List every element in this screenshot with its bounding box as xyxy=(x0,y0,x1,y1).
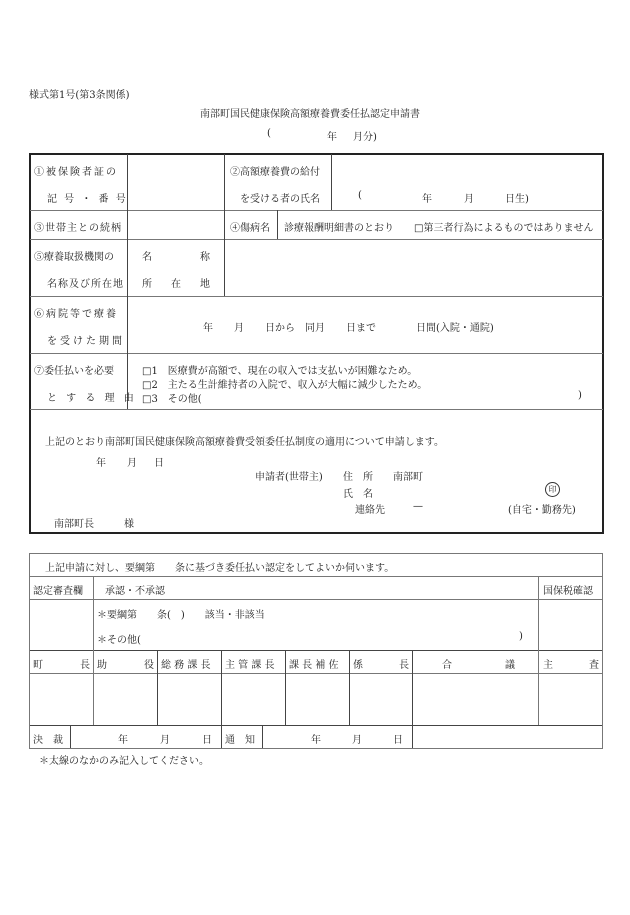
addressee: 南部町長 xyxy=(54,519,94,530)
role-general-affairs: 総 務 課 長 xyxy=(161,660,211,671)
facility-addr-label-b: 在 xyxy=(171,279,181,290)
address-label: 住 所 xyxy=(343,472,373,483)
page-title: 南部町国民健康保険高額療養費委任払認定申請書 xyxy=(200,109,420,120)
period-label: ⑥病院等で療養 xyxy=(34,309,118,320)
period-open: ( xyxy=(267,128,271,139)
role-mayor-b: 長 xyxy=(80,660,90,671)
decision-year: 年 xyxy=(118,735,128,746)
facility-addr-label-a: 所 xyxy=(142,279,152,290)
third-party-checkbox[interactable]: □第三者行為によるものではありません xyxy=(414,223,594,234)
reason-3-close: ) xyxy=(578,390,582,401)
role-dept-head: 主 管 課 長 xyxy=(225,660,275,671)
role-chief-b: 長 xyxy=(399,660,409,671)
declaration-year: 年 xyxy=(96,458,106,469)
applicant-label: 申請者(世帯主) xyxy=(255,472,323,483)
treatment-day-from: 日から xyxy=(265,323,295,334)
facility-address-field[interactable] xyxy=(225,268,601,295)
role-assistant: 課 長 補 佐 xyxy=(289,660,339,671)
role-council-a: 合 xyxy=(442,660,452,671)
approve-text[interactable]: 承認・不承認 xyxy=(105,586,165,597)
approval-intro: 上記申請に対し、要綱第 条に基づき委任払い認定をしてよいか伺います。 xyxy=(45,563,395,574)
reason-option-3[interactable]: □3 その他( xyxy=(142,394,202,405)
declaration-month: 月 xyxy=(127,458,137,469)
honorific: 様 xyxy=(124,519,134,530)
notice-label: 通 知 xyxy=(225,735,255,746)
insurance-card-label-2: 記 号 ・ 番 号 xyxy=(47,194,128,205)
footer-note: ＊太線のなかのみ記入してください。 xyxy=(39,756,209,767)
clause-text: ＊要綱第 条( ) 該当・非該当 xyxy=(97,610,265,621)
role-mayor-a: 町 xyxy=(33,660,43,671)
reason-label: ⑦委任払いを必要 xyxy=(34,366,114,377)
role-inspector-b: 査 xyxy=(589,660,599,671)
notice-day: 日 xyxy=(393,735,403,746)
other-text: ＊その他( xyxy=(97,635,141,646)
birth-open: ( xyxy=(358,190,362,201)
reason-option-1[interactable]: □1 医療費が高額で、現在の収入では支払いが困難なため。 xyxy=(142,366,418,377)
seal-icon: 印 xyxy=(545,482,560,497)
insurance-card-label: ①被保険者証の xyxy=(34,167,118,178)
facility-name-field[interactable] xyxy=(225,240,601,267)
declaration-day: 日 xyxy=(154,458,164,469)
role-deputy-a: 助 xyxy=(97,660,107,671)
disease-text: 診療報酬明細書のとおり xyxy=(284,223,394,234)
role-deputy-b: 役 xyxy=(144,660,154,671)
contact-label: 連絡先 xyxy=(355,505,385,516)
birth-month: 月 xyxy=(464,194,474,205)
notice-year: 年 xyxy=(311,735,321,746)
notice-month: 月 xyxy=(352,735,362,746)
birth-day: 日生) xyxy=(505,194,529,205)
role-inspector-a: 主 xyxy=(543,660,553,671)
birth-year: 年 xyxy=(422,194,432,205)
disease-label: ④傷病名 xyxy=(230,223,270,234)
relation-field[interactable] xyxy=(128,211,223,238)
treatment-year: 年 xyxy=(203,323,213,334)
period-label-2: を受けた期間 xyxy=(47,336,125,347)
facility-name-label-a: 名 xyxy=(142,252,152,263)
treatment-days: 日間(入院・通院) xyxy=(416,323,494,334)
facility-label: ⑤療養取扱機関の xyxy=(34,252,114,263)
name-label: 氏 名 xyxy=(343,489,373,500)
contact-dash: — xyxy=(413,501,423,512)
treatment-month: 月 xyxy=(234,323,244,334)
reason-label-2: と す る 理 由 xyxy=(47,393,137,404)
contact-type: (自宅・勤務先) xyxy=(508,505,576,516)
period-year: 年 xyxy=(327,132,337,143)
beneficiary-label-2: を受ける者の氏名 xyxy=(240,194,320,205)
decision-label: 決 裁 xyxy=(33,735,63,746)
treatment-day-to: 日まで xyxy=(346,323,376,334)
review-label: 認定審査欄 xyxy=(33,586,83,597)
facility-name-label-b: 称 xyxy=(200,252,210,263)
reason-option-2[interactable]: □2 主たる生計維持者の入院で、収入が大幅に減少したため。 xyxy=(142,380,428,391)
form-number: 様式第1号(第3条関係) xyxy=(29,90,130,101)
beneficiary-label: ②高額療養費の給付 xyxy=(230,167,320,178)
tax-check-label: 国保税確認 xyxy=(543,586,593,597)
relation-label: ③世帯主との続柄 xyxy=(34,223,122,234)
other-close: ) xyxy=(519,631,523,642)
role-council-b: 議 xyxy=(505,660,515,671)
decision-month: 月 xyxy=(160,735,170,746)
facility-addr-label-c: 地 xyxy=(200,279,210,290)
facility-label-2: 名称及び所在地 xyxy=(47,279,124,290)
address-value: 南部町 xyxy=(393,472,423,483)
beneficiary-name-field[interactable] xyxy=(332,155,601,185)
period-month: 月分) xyxy=(353,132,377,143)
role-chief-a: 係 xyxy=(353,660,363,671)
declaration-statement: 上記のとおり南部町国民健康保険高額療養費受領委任払制度の適用について申請します。 xyxy=(45,437,444,448)
insurance-card-number-field[interactable] xyxy=(128,155,223,209)
treatment-same-month: 同月 xyxy=(305,323,325,334)
decision-day: 日 xyxy=(202,735,212,746)
